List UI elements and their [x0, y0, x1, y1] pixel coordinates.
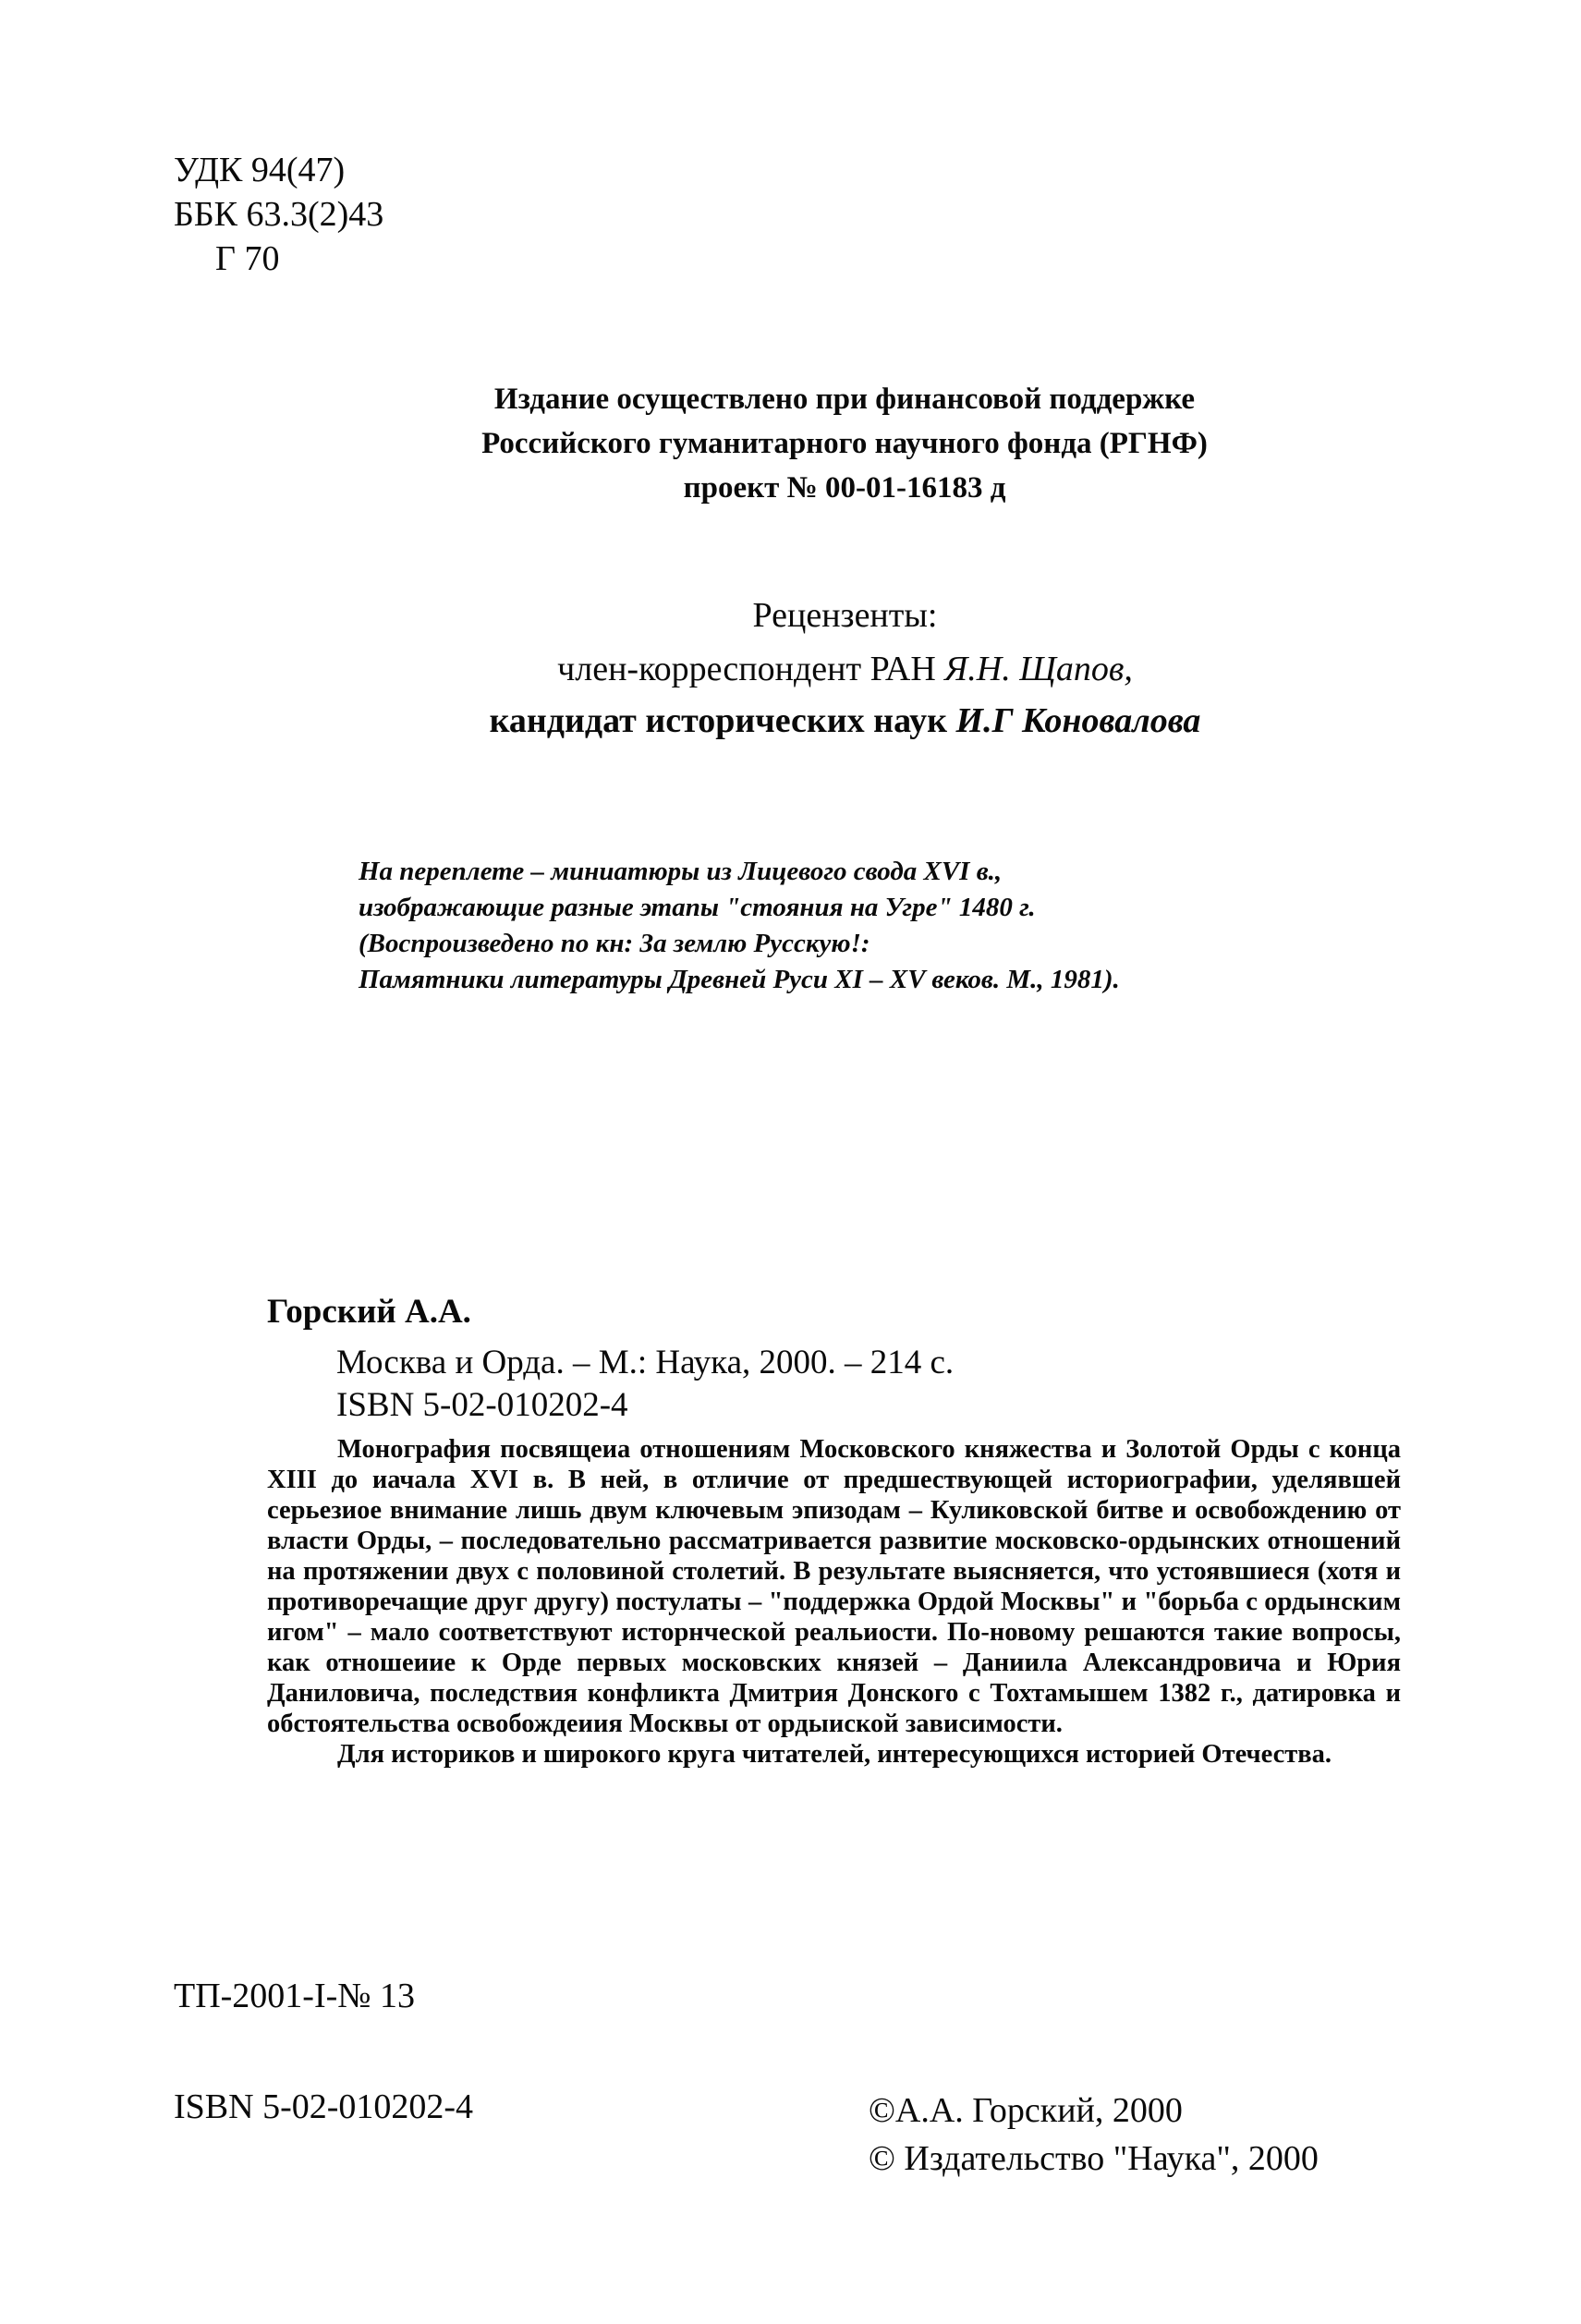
bibliography-entry [336, 1342, 954, 1427]
funding-line-1: Издание осуществлено при финансовой поддержке [493, 383, 1196, 416]
reviewer-1 [109, 643, 1581, 695]
funding-line-3: проект № 00-01-16183 д [683, 471, 1006, 505]
binding-note [359, 854, 1120, 998]
binding-note-line-1: На переплете – миниатюры из Лицевого свода XVI в., [359, 857, 1003, 886]
funding-note [0, 377, 1581, 510]
binding-note-line-4: Памятники литературы Древней Руси XI – XV веков. М., 1981). [359, 965, 1120, 994]
bbk-code: ББК 63.3(2)43 [174, 195, 384, 234]
reviewer-1-role: член-корреспондент РАН [557, 650, 945, 688]
copyright-author: ©А.А. Горский, 2000 [869, 2091, 1183, 2130]
reviewer-2 [109, 695, 1581, 747]
bibliography-author: Горский А.А. [267, 1293, 471, 1331]
reviewer-2-role: кандидат исторических наук [489, 701, 956, 740]
funding-line-2: Российского гуманитарного научного фонда (РГНФ) [481, 427, 1208, 460]
isbn-bottom: ISBN 5-02-010202-4 [174, 2087, 474, 2126]
abstract-paragraph-1: Монография посвящеиа отношениям Московского княжества и Золотой Орды с конца XIII до иачала XVI в. В ней, в отличие от предшествующей историографии, уделявшей серьезиое внимание лишь двум ключевым эпизодам – Куликовской битве и освобождению от власти Орды, – последовательно рассматривается развитие московско-ордынских отношений на протяжении двух с половиной столетий. В результате выясняется, что устоявшиеся (хотя и противоречащие друг другу) постулаты – "поддержка Ордой Москвы" и "борьба с ордынским игом" – мало соответствуют исторнческой реальиости. По-новому решаются такие вопросы, как отношеиие к Орде первых московских князей – Даниила Александровича и Юрия Даниловича, последствия конфликта Дмитрия Донского с Тохтамышем 1382 г., датировка и обстоятельства освобождеиия Москвы от ордыиской зависимости. [267, 1435, 1401, 1738]
copyright-block [869, 2087, 1319, 2183]
reviewer-2-name: И.Г Коновалова [955, 701, 1201, 740]
author-mark: Г 70 [215, 239, 280, 278]
binding-note-line-3: (Воспроизведено по кн: За землю Русскую!: [359, 929, 870, 958]
bibliography-isbn: ISBN 5-02-010202-4 [336, 1386, 628, 1424]
plan-number: ТП-2001-I-№ 13 [174, 1977, 416, 2015]
abstract [267, 1434, 1401, 1770]
bibliography-title-line: Москва и Орда. – М.: Наука, 2000. – 214 с. [336, 1344, 955, 1381]
copyright-publisher: © Издательство "Наука", 2000 [869, 2139, 1319, 2178]
classification-codes [174, 148, 383, 281]
abstract-paragraph-2: Для историков и широкого круга читателей, интересующихся историей Отечества. [337, 1740, 1332, 1769]
udk-code: УДК 94(47) [174, 151, 346, 189]
reviewers-title: Рецензенты: [752, 596, 938, 635]
binding-note-line-2: изображающие разные этапы "стояния на Угре" 1480 г. [359, 893, 1036, 922]
reviewers-block [0, 590, 1581, 747]
reviewer-1-name: Я.Н. Щапов, [944, 650, 1133, 688]
